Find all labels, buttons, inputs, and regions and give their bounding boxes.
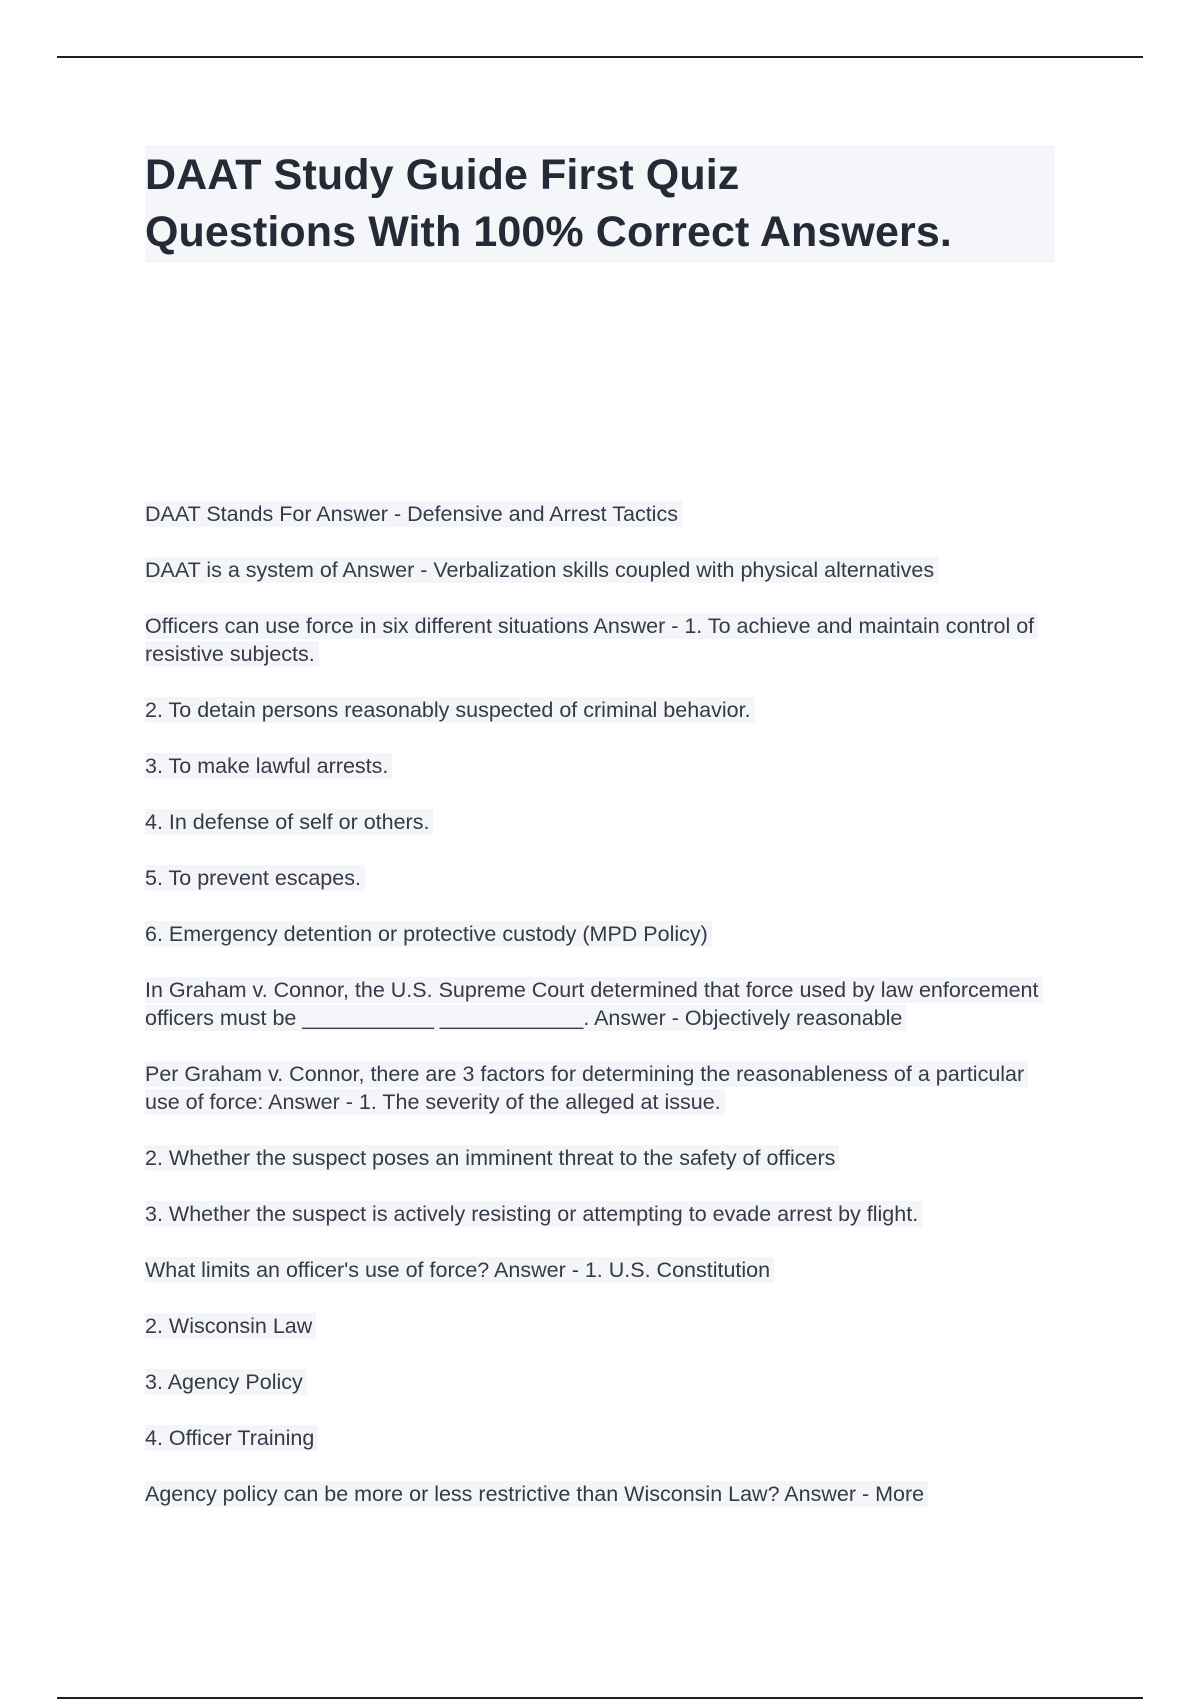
paragraph-text: 3. To make lawful arrests.: [145, 753, 392, 779]
paragraph: [145, 1480, 1055, 1508]
paragraph-text: 2. To detain persons reasonably suspected of criminal behavior.: [145, 697, 755, 723]
paragraph: [145, 500, 1055, 528]
title-line-2: Questions With 100% Correct Answers.: [145, 208, 952, 256]
paragraph: [145, 556, 1055, 584]
paragraph: [145, 1144, 1055, 1172]
paragraph: [145, 696, 1055, 724]
paragraph: [145, 752, 1055, 780]
paragraph-text: 4. In defense of self or others.: [145, 809, 433, 835]
paragraph: [145, 1200, 1055, 1228]
paragraph-text: 6. Emergency detention or protective custody (MPD Policy): [145, 921, 712, 947]
paragraph-text: In Graham v. Connor, the U.S. Supreme Court determined that force used by law enforcement officers must be ___________ ____________. Answer - Objectively reasonable: [145, 977, 1043, 1031]
paragraph-text: DAAT Stands For Answer - Defensive and Arrest Tactics: [145, 501, 682, 527]
document-title: [145, 145, 1055, 263]
paragraph-text: 3. Agency Policy: [145, 1369, 307, 1395]
footer-rule: [57, 1697, 1143, 1699]
paragraph-text: 2. Whether the suspect poses an imminent threat to the safety of officers: [145, 1145, 839, 1171]
document-body: [145, 500, 1055, 1536]
paragraph-text: 3. Whether the suspect is actively resisting or attempting to evade arrest by flight.: [145, 1201, 922, 1227]
paragraph: [145, 612, 1055, 668]
paragraph: [145, 1312, 1055, 1340]
paragraph: [145, 1060, 1055, 1116]
title-line-1: DAAT Study Guide First Quiz: [145, 151, 740, 199]
paragraph-text: DAAT is a system of Answer - Verbalization skills coupled with physical alternatives: [145, 557, 938, 583]
paragraph-text: Per Graham v. Connor, there are 3 factors for determining the reasonableness of a particular use of force: Answer - 1. The severity of the alleged at issue.: [145, 1061, 1028, 1115]
paragraph: [145, 1368, 1055, 1396]
paragraph-text: 4. Officer Training: [145, 1425, 318, 1451]
header-rule: [57, 56, 1143, 58]
paragraph: [145, 808, 1055, 836]
paragraph: [145, 1424, 1055, 1452]
paragraph-text: 5. To prevent escapes.: [145, 865, 365, 891]
paragraph-text: 2. Wisconsin Law: [145, 1313, 316, 1339]
paragraph: [145, 1256, 1055, 1284]
paragraph: [145, 920, 1055, 948]
paragraph-text: Agency policy can be more or less restrictive than Wisconsin Law? Answer - More: [145, 1481, 928, 1507]
paragraph-text: What limits an officer's use of force? Answer - 1. U.S. Constitution: [145, 1257, 774, 1283]
paragraph: [145, 864, 1055, 892]
paragraph: [145, 976, 1055, 1032]
paragraph-text: Officers can use force in six different situations Answer - 1. To achieve and maintain control of resistive subjects.: [145, 613, 1038, 667]
